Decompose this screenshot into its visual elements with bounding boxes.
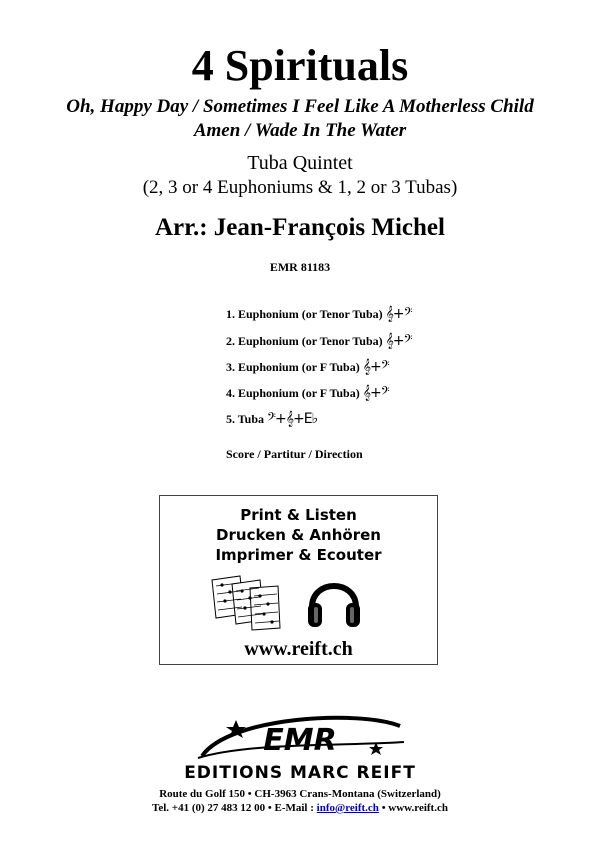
emr-logo [190,712,410,762]
part-label: 2. Euphonium (or Tenor Tuba) [226,334,383,348]
part-label: 1. Euphonium (or Tenor Tuba) [226,307,383,321]
clef-icon: 𝄢+𝄞+E♭ [267,411,318,427]
part-1 [226,306,412,322]
contact-phone: Tel. +41 (0) 27 483 12 00 • E-Mail : [152,802,317,814]
part-2 [226,333,412,349]
part-4 [226,385,389,401]
logo-text: EMR [263,723,337,758]
catalog-code: EMR 81183 [269,260,331,274]
arranger: Arr.: Jean-François Michel [155,214,445,241]
page-title: 4 Spirituals [191,41,409,90]
ensemble-detail: (2, 3 or 4 Euphoniums & 1, 2 or 3 Tubas) [142,177,458,198]
ensemble-label: Tuba Quintet [247,152,353,174]
clef-icon: 𝄞+𝄢 [385,306,412,322]
contact-web: • www.reift.ch [378,802,448,814]
publisher-brand: EDITIONS MARC REIFT [184,763,416,783]
score-label: Score / Partitur / Direction [226,447,363,461]
publisher-contact [0,801,600,815]
website-link[interactable]: www.reift.ch [244,638,353,660]
part-label: 5. Tuba [226,412,265,426]
clef-icon: 𝄞+𝄢 [385,333,412,349]
part-label: 3. Euphonium (or F Tuba) [226,360,360,374]
print-listen-box[interactable] [159,495,438,665]
part-5 [226,411,317,427]
part-3 [226,359,389,375]
promo-line-french: Imprimer & Ecouter [215,546,382,564]
promo-line-english: Print & Listen [240,506,357,524]
email-link[interactable]: info@reift.ch [316,802,379,814]
clef-icon: 𝄞+𝄢 [362,359,389,375]
promo-line-german: Drucken & Anhören [216,526,381,544]
clef-icon: 𝄞+𝄢 [362,385,389,401]
subtitle-line-2: Amen / Wade In The Water [193,120,407,141]
publisher-address: Route du Golf 150 • CH-3963 Crans-Montana (Switzerland) [159,788,441,800]
sheet-music-icon [210,574,282,632]
part-label: 4. Euphonium (or F Tuba) [226,386,360,400]
subtitle-line-1: Oh, Happy Day / Sometimes I Feel Like A Motherless Child [66,96,534,117]
headphones-icon [306,569,362,631]
